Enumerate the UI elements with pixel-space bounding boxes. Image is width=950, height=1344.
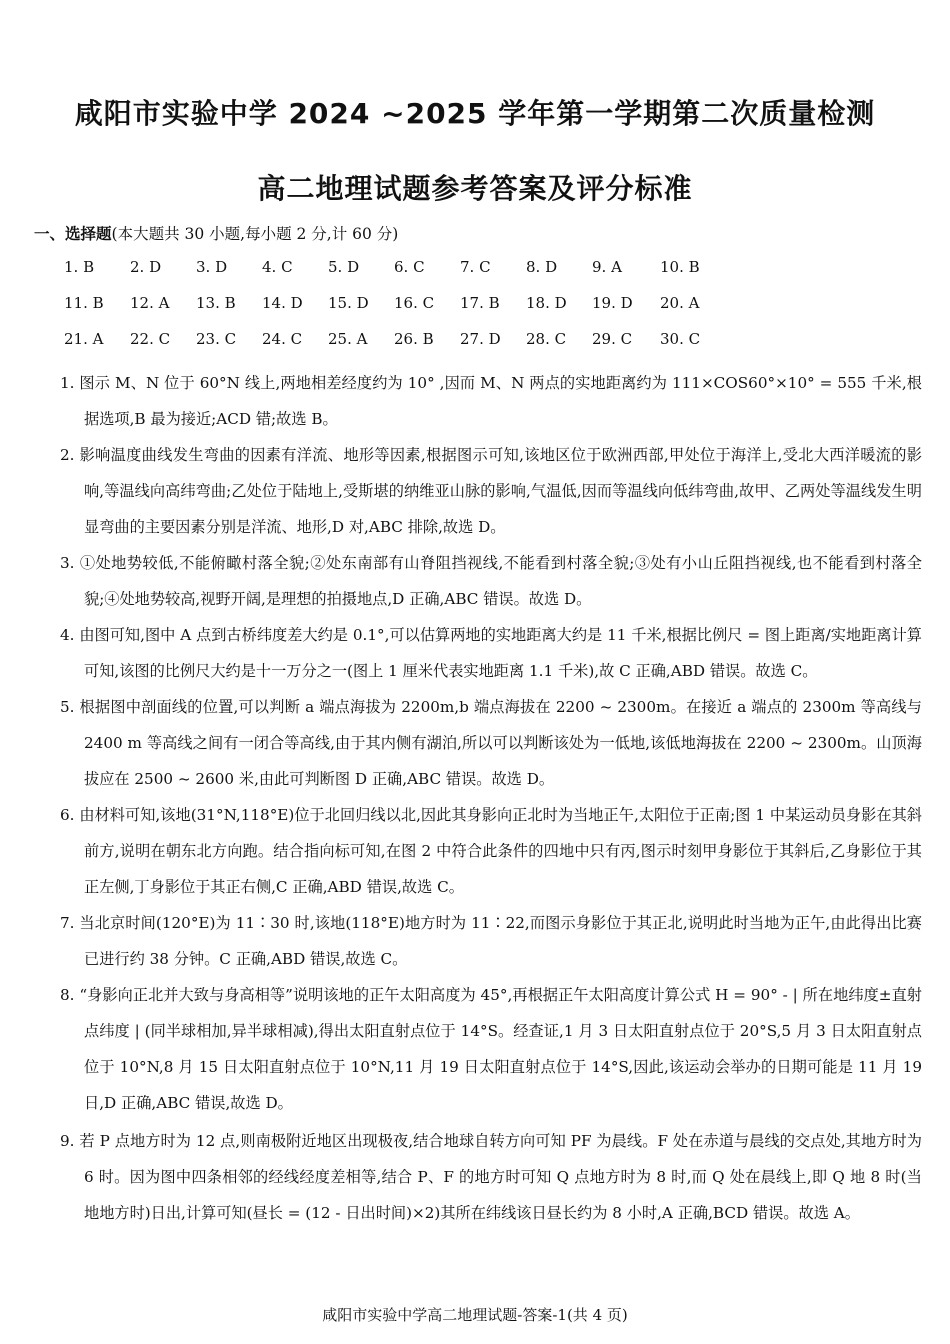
answer-item: 21. A <box>64 330 104 348</box>
answer-item: 11. B <box>64 294 104 312</box>
answer-row <box>64 330 764 366</box>
answer-item: 5. D <box>328 258 360 276</box>
answer-item: 12. A <box>130 294 170 312</box>
explanation-paragraph: 7. 当北京时间(120°E)为 11∶30 时,该地(118°E)地方时为 11∶22,而图示身影位于其正北,说明此时当地为正午,由此得出比赛已进行约 38 分钟。C 正确,ABD 错误,故选 C。 <box>60 914 922 968</box>
answer-item: 26. B <box>394 330 434 348</box>
explanation-paragraph: 3. ①处地势较低,不能俯瞰村落全貌;②处东南部有山脊阻挡视线,不能看到村落全貌;③处有小山丘阻挡视线,也不能看到村落全貌;④处地势较高,视野开阔,是理想的拍摄地点,D 正确,ABC 错误。故选 D。 <box>60 554 922 608</box>
answer-item: 4. C <box>262 258 293 276</box>
explanation-paragraph: 2. 影响温度曲线发生弯曲的因素有洋流、地形等因素,根据图示可知,该地区位于欧洲西部,甲处位于海洋上,受北大西洋暖流的影响,等温线向高纬弯曲;乙处位于陆地上,受斯堪的纳维亚山脉的影响,气温低,因而等温线向低纬弯曲,故甲、乙两处等温线发生明显弯曲的主要因素分别是洋流、地形,D 对,ABC 排除,故选 D。 <box>60 446 922 536</box>
answer-item: 8. D <box>526 258 558 276</box>
answer-item: 19. D <box>592 294 633 312</box>
answer-item: 13. B <box>196 294 236 312</box>
answer-item: 9. A <box>592 258 622 276</box>
answer-item: 24. C <box>262 330 303 348</box>
answer-item: 28. C <box>526 330 567 348</box>
answer-item: 2. D <box>130 258 162 276</box>
answer-item: 25. A <box>328 330 368 348</box>
answer-item: 22. C <box>130 330 171 348</box>
section-heading <box>34 222 398 244</box>
page-footer: 咸阳市实验中学高二地理试题-答案-1(共 4 页) <box>322 1306 628 1324</box>
answer-item: 20. A <box>660 294 700 312</box>
explanation-paragraph: 4. 由图可知,图中 A 点到古桥纬度差大约是 0.1°,可以估算两地的实地距离大约是 11 千米,根据比例尺 = 图上距离/实地距离计算可知,该图的比例尺大约是十一万分之一(图上 1 厘米代表实地距离 1.1 千米),故 C 正确,ABD 错误。故选 C。 <box>60 626 922 680</box>
answer-item: 1. B <box>64 258 95 276</box>
answer-item: 7. C <box>460 258 491 276</box>
answer-item: 27. D <box>460 330 501 348</box>
answer-item: 10. B <box>660 258 700 276</box>
answer-item: 3. D <box>196 258 228 276</box>
answer-item: 15. D <box>328 294 369 312</box>
answer-item: 14. D <box>262 294 303 312</box>
answer-row <box>64 258 764 294</box>
answer-item: 18. D <box>526 294 567 312</box>
document-title: 咸阳市实验中学 2024 ~2025 学年第一学期第二次质量检测 <box>74 97 876 130</box>
answer-item: 23. C <box>196 330 237 348</box>
explanation-paragraph: 6. 由材料可知,该地(31°N,118°E)位于北回归线以北,因此其身影向正北时为当地正午,太阳位于正南;图 1 中某运动员身影在其斜前方,说明在朝东北方向跑。结合指向标可知,在图 2 中符合此条件的四地中只有丙,图示时刻甲身影位于其斜后,乙身影位于其正左侧,丁身影位于其正右侧,C 正确,ABD 错误,故选 C。 <box>60 806 922 896</box>
section-title: 一、选择题 <box>34 225 112 243</box>
answer-item: 6. C <box>394 258 425 276</box>
explanation-paragraph: 8. “身影向正北并大致与身高相等”说明该地的正午太阳高度为 45°,再根据正午太阳高度计算公式 H = 90° - | 所在地纬度±直射点纬度 | (同半球相加,异半球相减),得出太阳直射点位于 14°S。经查证,1 月 3 日太阳直射点位于 20°S,5 月 3 日太阳直射点位于 10°N,8 月 15 日太阳直射点位于 10°N,11 月 19 日太阳直射点位于 14°S,因此,该运动会举办的日期可能是 11 月 19 日,D 正确,ABC 错误,故选 D。 <box>60 986 922 1112</box>
answer-item: 16. C <box>394 294 435 312</box>
explanation-paragraph: 1. 图示 M、N 位于 60°N 线上,两地相差经度约为 10° ,因而 M、N 两点的实地距离约为 111×COS60°×10° = 555 千米,根据选项,B 最为接近;ACD 错;故选 B。 <box>60 374 922 428</box>
answer-item: 29. C <box>592 330 633 348</box>
explanation-paragraph: 9. 若 P 点地方时为 12 点,则南极附近地区出现极夜,结合地球自转方向可知 PF 为晨线。F 处在赤道与晨线的交点处,其地方时为 6 时。因为图中四条相邻的经线经度差相等,结合 P、F 的地方时可知 Q 点地方时为 8 时,而 Q 处在晨线上,即 Q 地 8 时(当地地方时)日出,计算可知(昼长 = (12 - 日出时间)×2)其所在纬线该日昼长约为 8 小时,A 正确,BCD 错误。故选 A。 <box>60 1132 922 1222</box>
explanation-paragraph: 5. 根据图中剖面线的位置,可以判断 a 端点海拔为 2200m,b 端点海拔在 2200 ~ 2300m。在接近 a 端点的 2300m 等高线与 2400 m 等高线之间有一闭合等高线,由于其内侧有湖泊,所以可以判断该处为一低地,该低地海拔在 2200 ~ 2300m。山顶海拔应在 2500 ~ 2600 米,由此可判断图 D 正确,ABC 错误。故选 D。 <box>60 698 922 788</box>
answer-item: 17. B <box>460 294 500 312</box>
answer-grid <box>64 258 764 366</box>
section-note: (本大题共 30 小题,每小题 2 分,计 60 分) <box>111 225 399 243</box>
explanations <box>60 365 922 1231</box>
answer-row <box>64 294 764 330</box>
answer-item: 30. C <box>660 330 701 348</box>
document-subtitle: 高二地理试题参考答案及评分标准 <box>257 172 693 205</box>
